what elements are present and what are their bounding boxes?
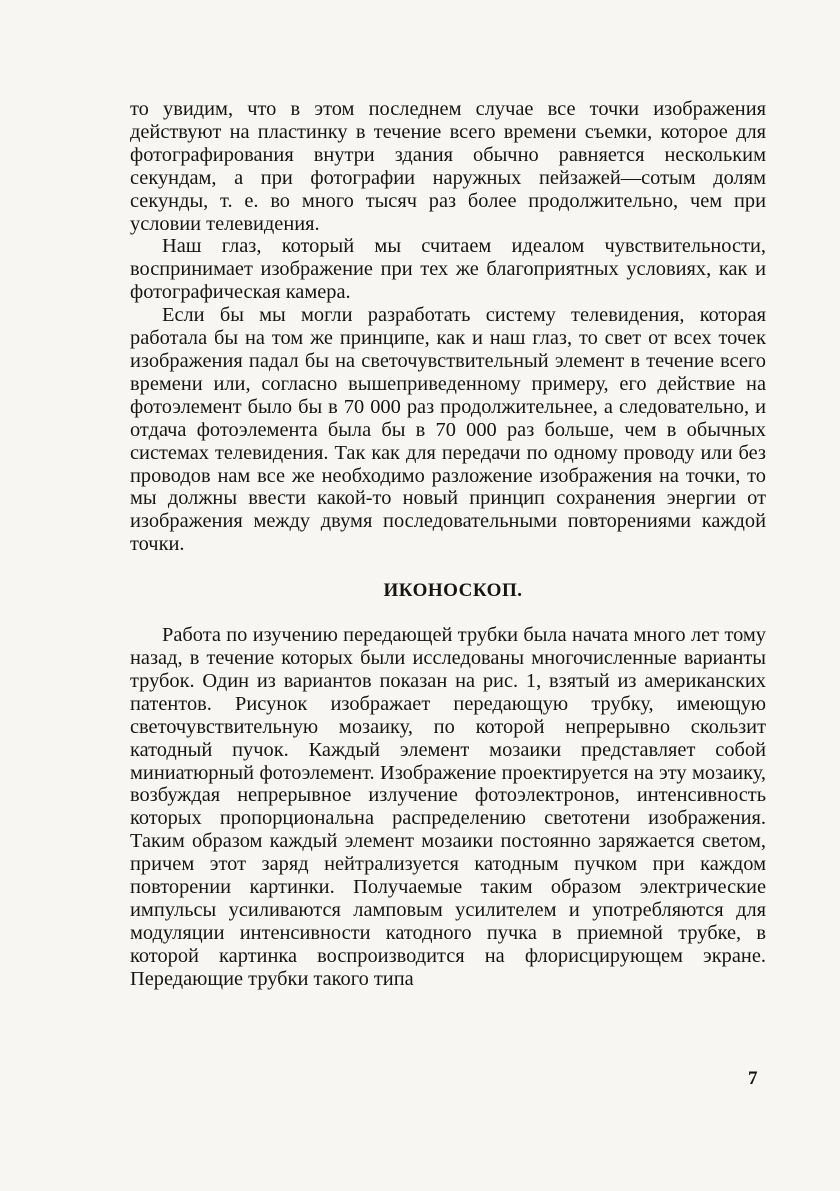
paragraph-iconoscope: Работа по изучению передающей трубки была начата много лет тому назад, в течение которых были исследованы многочисленные варианты трубок. Один из вариантов показан на рис. 1, взятый из американских патентов. Рисунок изображает передающую трубку, имеющую светочувствительную мозаику, по которой непрерывно скользит катодный пучок. Каждый элемент мозаики представляет собой миниатюрный фотоэлемент. Изображение проектируется на эту мозаику, возбуждая непрерывное излучение фотоэлектронов, интенсивность которых пропорциональна распределению светотени изображения. Таким образом каждый элемент мозаики постоянно заряжается светом, причем этот заряд нейтрализуется катодным пучком при каждом повторении картинки. Получаемые таким образом электрические импульсы усиливаются ламповым усилителем и употребляются для модуляции интенсивности катодного пучка в приемной трубке, в которой картинка воспроизводится на флорисцирующем экране. Передающие трубки такого типа [130,624,766,990]
paragraph-continuation: то увидим, что в этом последнем случае все точки изображения действуют на пластинку в течение всего времени съемки, которое для фотографирования внутри здания обычно равняется нескольким секундам, а при фотографии наружных пейзажей—сотым долям секунды, т. е. во много тысяч раз более продолжительно, чем при условии телевидения. [130,98,766,235]
paragraph-eye-sensitivity: Наш глаз, который мы считаем идеалом чувствительности, воспринимает изображение при тех же благоприятных условиях, как и фотографическая камера. [130,235,766,304]
paragraph-television-system: Если бы мы могли разработать систему телевидения, которая работала бы на том же принципе, как и наш глаз, то свет от всех точек изображения падал бы на светочувствительный элемент в течение всего времени или, согласно вышеприведенному примеру, его действие на фотоэлемент было бы в 70 000 раз продолжительнее, а следовательно, и отдача фотоэлемента была бы в 70 000 раз больше, чем в обычных системах телевидения. Так как для передачи по одному проводу или без проводов нам все же необходимо разложение изображения на точки, то мы должны ввести какой-то новый принцип сохранения энергии от изображения между двумя последовательными повторениями каждой точки. [130,304,766,556]
section-heading: ИКОНОСКОП. [383,580,523,602]
page-number: 7 [748,1068,758,1089]
page-body [130,98,766,991]
